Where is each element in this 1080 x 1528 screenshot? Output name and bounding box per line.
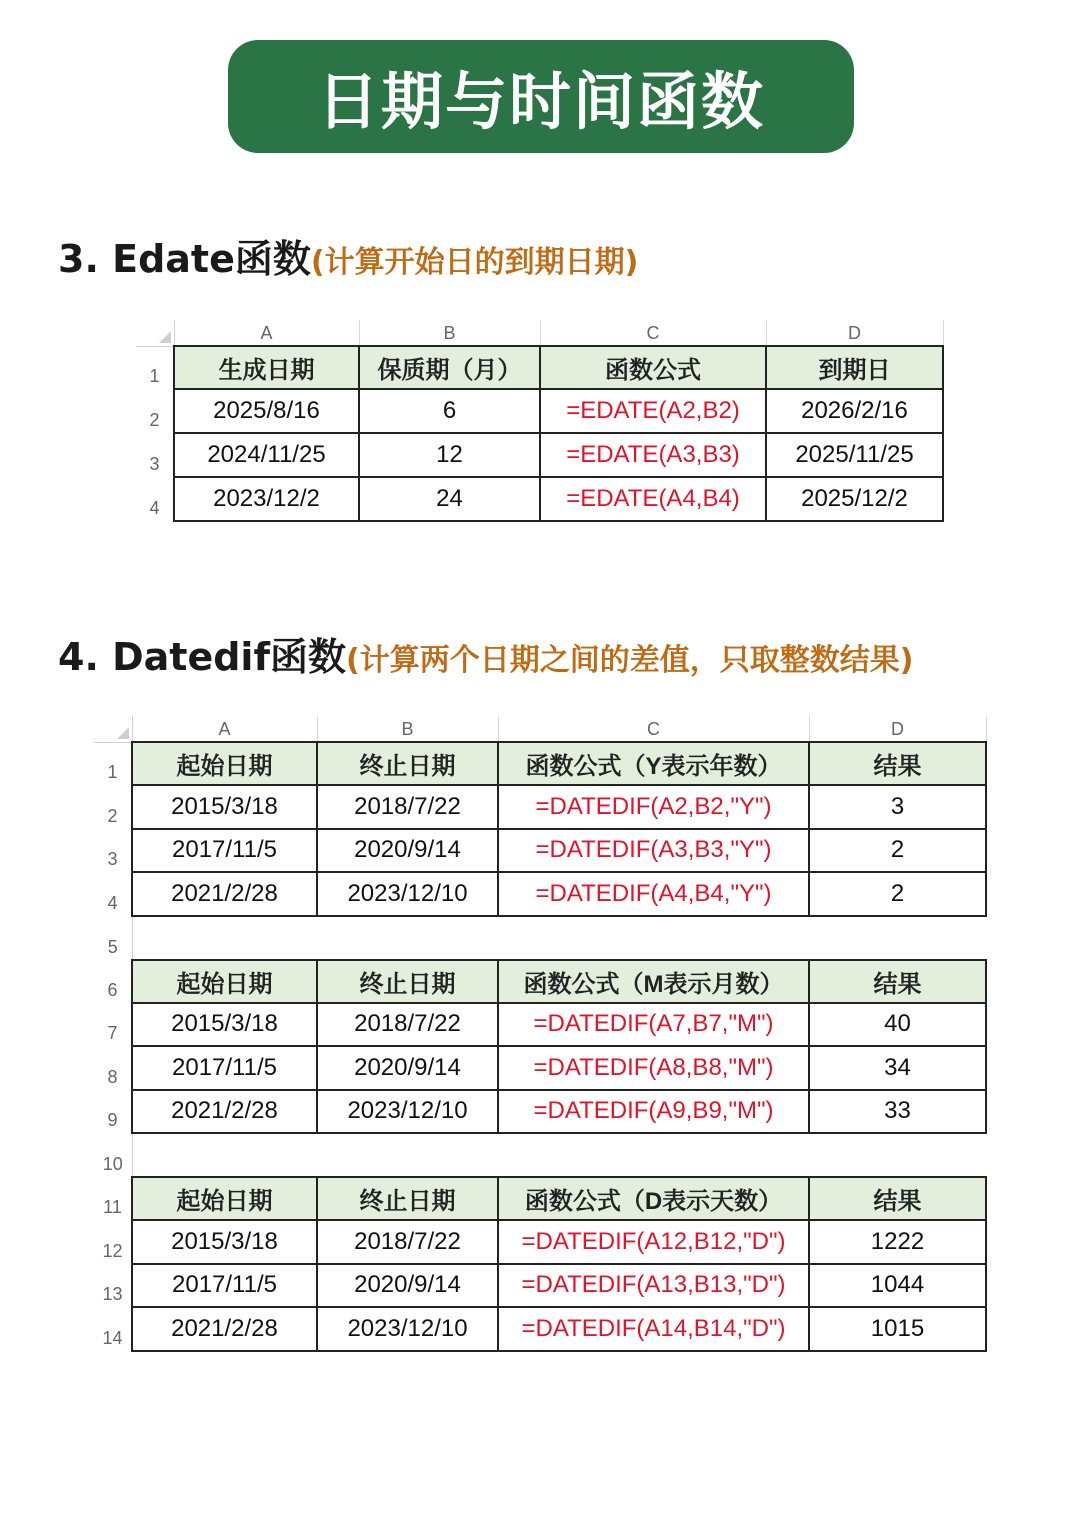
section-3-heading (58, 228, 638, 283)
data-cell: 1044 (809, 1264, 986, 1308)
data-cell: 2026/2/16 (766, 389, 943, 433)
column-header: A (132, 716, 317, 742)
column-header: C (498, 716, 809, 742)
header-cell: 生成日期 (174, 346, 359, 389)
row-number: 8 (94, 1046, 132, 1090)
column-header-row (94, 716, 986, 742)
blank-row-cell (132, 1133, 986, 1177)
row-number: 9 (94, 1090, 132, 1134)
header-cell: 函数公式（D表示天数） (498, 1177, 809, 1220)
header-cell: 终止日期 (317, 960, 498, 1003)
row-number: 7 (94, 1003, 132, 1047)
data-cell: 2023/12/10 (317, 1307, 498, 1351)
row-number: 1 (94, 742, 132, 785)
header-cell: 终止日期 (317, 742, 498, 785)
sheet-row (94, 1133, 986, 1177)
row-number: 11 (94, 1177, 132, 1220)
row-number: 1 (136, 346, 174, 389)
data-cell: 2017/11/5 (132, 1046, 317, 1090)
section-4-heading (58, 626, 913, 681)
sheet-row (94, 1046, 986, 1090)
select-all-corner (136, 320, 174, 346)
header-cell: 到期日 (766, 346, 943, 389)
formula-cell: =DATEDIF(A8,B8,"M") (498, 1046, 809, 1090)
formula-cell: =EDATE(A2,B2) (540, 389, 766, 433)
sheet-row (94, 1177, 986, 1220)
data-cell: 2023/12/2 (174, 477, 359, 521)
header-cell: 函数公式（Y表示年数） (498, 742, 809, 785)
formula-cell: =EDATE(A3,B3) (540, 433, 766, 477)
column-header: B (359, 320, 540, 346)
formula-cell: =EDATE(A4,B4) (540, 477, 766, 521)
formula-cell: =DATEDIF(A3,B3,"Y") (498, 829, 809, 873)
data-cell: 2025/11/25 (766, 433, 943, 477)
data-cell: 2 (809, 829, 986, 873)
row-number: 2 (94, 785, 132, 829)
sheet-row (94, 872, 986, 916)
data-cell: 2020/9/14 (317, 829, 498, 873)
page-title: 日期与时间函数 (316, 65, 765, 138)
sheet-row (94, 916, 986, 960)
section-3-title: 3. Edate函数 (58, 237, 311, 281)
formula-cell: =DATEDIF(A4,B4,"Y") (498, 872, 809, 916)
data-cell: 6 (359, 389, 540, 433)
sheet-row (136, 477, 943, 521)
data-cell: 1015 (809, 1307, 986, 1351)
column-header: B (317, 716, 498, 742)
data-cell: 2018/7/22 (317, 785, 498, 829)
sheet-grid (136, 320, 944, 522)
sheet-row (94, 960, 986, 1003)
data-cell: 12 (359, 433, 540, 477)
data-cell: 1222 (809, 1220, 986, 1264)
data-cell: 2018/7/22 (317, 1003, 498, 1047)
sheet-row (136, 389, 943, 433)
sheet-row (94, 1264, 986, 1308)
row-number: 3 (136, 433, 174, 477)
sheet-row (94, 829, 986, 873)
data-cell: 2023/12/10 (317, 1090, 498, 1134)
edate-spreadsheet (136, 320, 944, 522)
data-cell: 2025/12/2 (766, 477, 943, 521)
sheet-grid (94, 716, 987, 1352)
datedif-spreadsheet (94, 716, 987, 1352)
data-cell: 2018/7/22 (317, 1220, 498, 1264)
sheet-row (94, 742, 986, 785)
header-cell: 函数公式（M表示月数） (498, 960, 809, 1003)
data-cell: 2020/9/14 (317, 1264, 498, 1308)
row-number: 4 (136, 477, 174, 521)
data-cell: 3 (809, 785, 986, 829)
formula-cell: =DATEDIF(A14,B14,"D") (498, 1307, 809, 1351)
header-cell: 起始日期 (132, 742, 317, 785)
header-cell: 起始日期 (132, 1177, 317, 1220)
formula-cell: =DATEDIF(A13,B13,"D") (498, 1264, 809, 1308)
data-cell: 2025/8/16 (174, 389, 359, 433)
sheet-row (136, 346, 943, 389)
data-cell: 2021/2/28 (132, 1090, 317, 1134)
column-header-row (136, 320, 943, 346)
row-number: 4 (94, 872, 132, 916)
data-cell: 2021/2/28 (132, 1307, 317, 1351)
data-cell: 2017/11/5 (132, 829, 317, 873)
row-number: 14 (94, 1307, 132, 1351)
sheet-row (94, 1220, 986, 1264)
sheet-row (94, 1307, 986, 1351)
data-cell: 2023/12/10 (317, 872, 498, 916)
data-cell: 2015/3/18 (132, 1003, 317, 1047)
header-cell: 保质期（月） (359, 346, 540, 389)
sheet-row (94, 785, 986, 829)
header-cell: 终止日期 (317, 1177, 498, 1220)
row-number: 12 (94, 1220, 132, 1264)
formula-cell: =DATEDIF(A9,B9,"M") (498, 1090, 809, 1134)
data-cell: 2017/11/5 (132, 1264, 317, 1308)
section-3-note: (计算开始日的到期日期) (310, 245, 639, 280)
formula-cell: =DATEDIF(A7,B7,"M") (498, 1003, 809, 1047)
data-cell: 2015/3/18 (132, 1220, 317, 1264)
sheet-row (136, 433, 943, 477)
section-4-note: (计算两个日期之间的差值，只取整数结果) (346, 643, 914, 678)
data-cell: 33 (809, 1090, 986, 1134)
column-header: D (809, 716, 986, 742)
data-cell: 2020/9/14 (317, 1046, 498, 1090)
row-number: 2 (136, 389, 174, 433)
sheet-row (94, 1003, 986, 1047)
header-cell: 结果 (809, 1177, 986, 1220)
column-header: C (540, 320, 766, 346)
data-cell: 24 (359, 477, 540, 521)
blank-row-cell (132, 916, 986, 960)
column-header: D (766, 320, 943, 346)
data-cell: 2024/11/25 (174, 433, 359, 477)
row-number: 6 (94, 960, 132, 1003)
header-cell: 结果 (809, 742, 986, 785)
title-banner (228, 40, 854, 153)
data-cell: 40 (809, 1003, 986, 1047)
row-number: 10 (94, 1133, 132, 1177)
data-cell: 2015/3/18 (132, 785, 317, 829)
header-cell: 起始日期 (132, 960, 317, 1003)
header-cell: 结果 (809, 960, 986, 1003)
row-number: 3 (94, 829, 132, 873)
formula-cell: =DATEDIF(A2,B2,"Y") (498, 785, 809, 829)
select-all-corner (94, 716, 132, 742)
sheet-row (94, 1090, 986, 1134)
header-cell: 函数公式 (540, 346, 766, 389)
row-number: 13 (94, 1264, 132, 1308)
data-cell: 34 (809, 1046, 986, 1090)
data-cell: 2021/2/28 (132, 872, 317, 916)
section-4-title: 4. Datedif函数 (58, 635, 346, 679)
column-header: A (174, 320, 359, 346)
data-cell: 2 (809, 872, 986, 916)
row-number: 5 (94, 916, 132, 960)
formula-cell: =DATEDIF(A12,B12,"D") (498, 1220, 809, 1264)
